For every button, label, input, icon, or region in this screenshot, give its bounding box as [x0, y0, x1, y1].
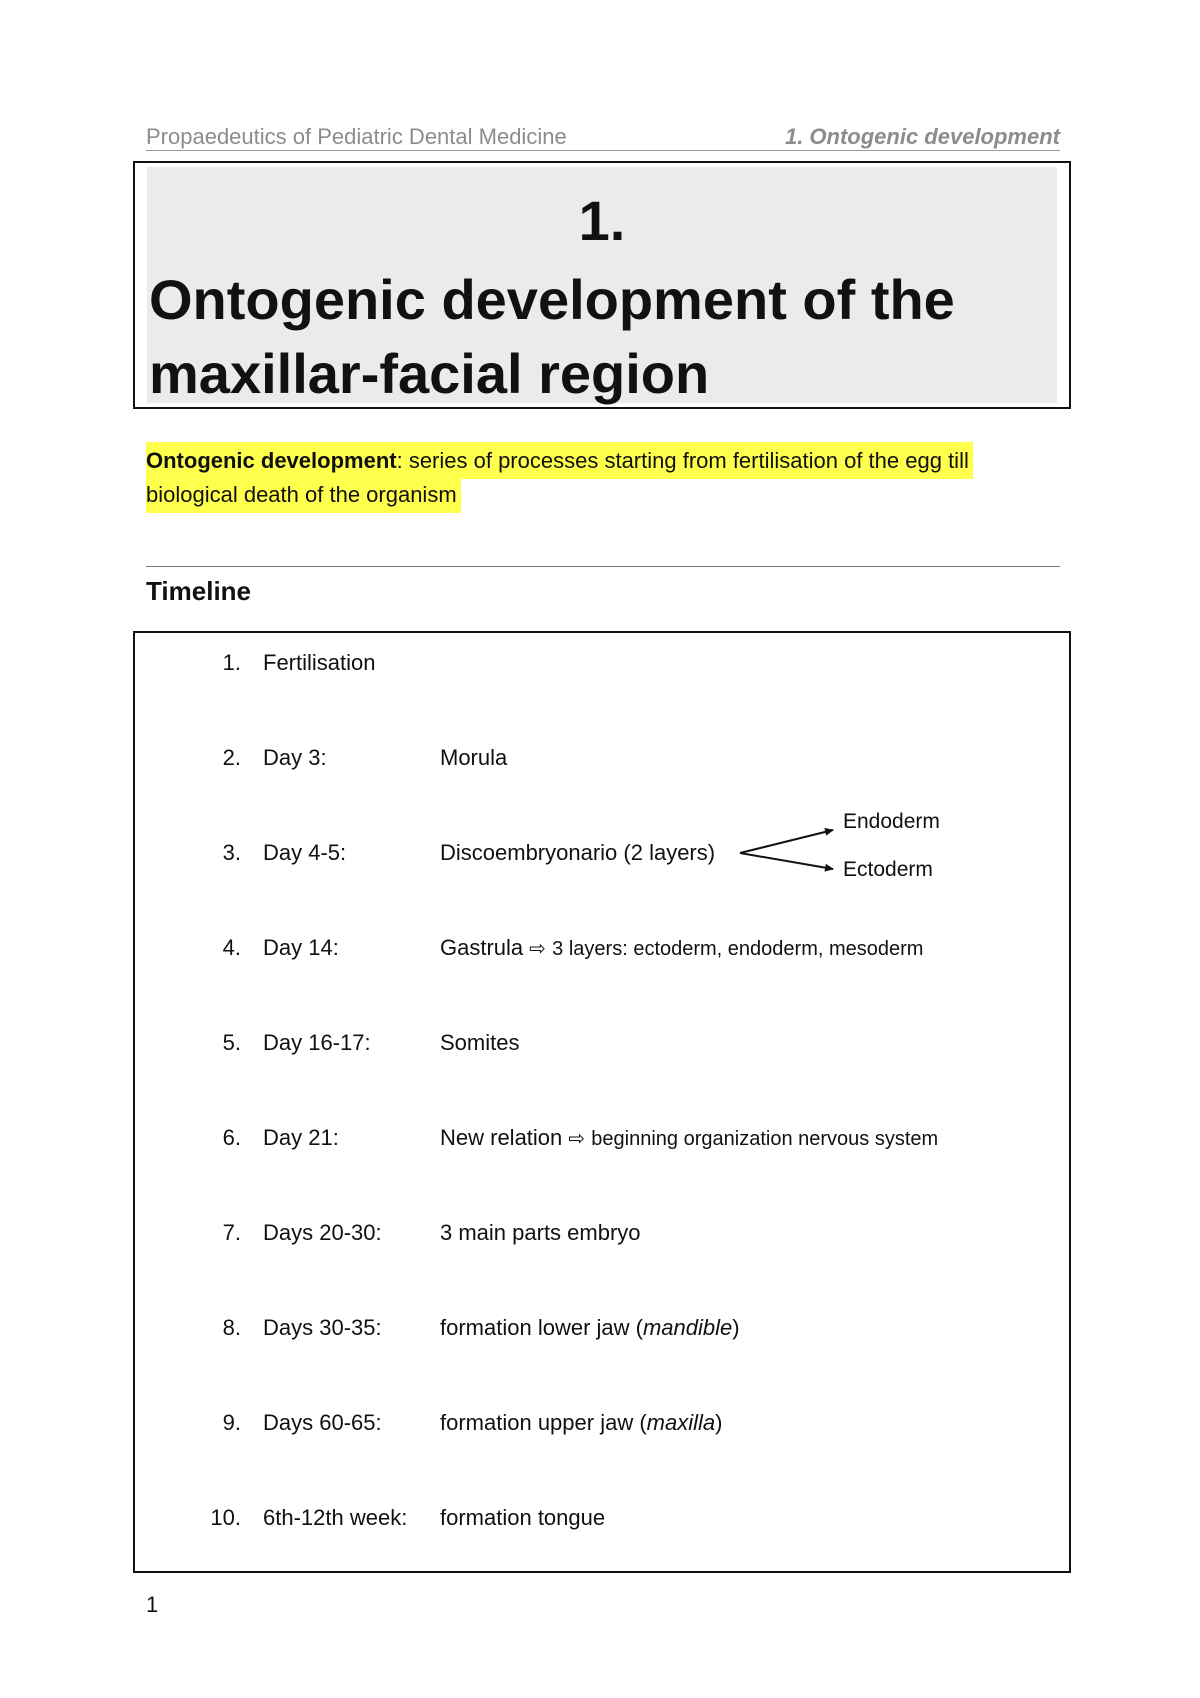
- running-header: [146, 124, 1060, 151]
- section-title: Timeline: [146, 576, 252, 606]
- timeline-row: [135, 1501, 1069, 1535]
- row-number: 2.: [222, 745, 241, 770]
- row-day: Fertilisation: [263, 650, 376, 675]
- row-number: 6.: [222, 1125, 241, 1150]
- row-number: 9.: [222, 1410, 241, 1435]
- arrow-right-icon: ⇨: [529, 938, 547, 960]
- row-day: Day 21:: [263, 1125, 339, 1150]
- title-box: [133, 161, 1071, 409]
- ectoderm-label: Ectoderm: [843, 858, 933, 881]
- row-description: 3 main parts embryo: [440, 1220, 641, 1245]
- row-term: Gastrula: [440, 935, 524, 960]
- row-description: Morula: [440, 745, 508, 770]
- row-detail: beginning organization nervous system: [591, 1128, 939, 1150]
- chapter-heading: Ontogenic development of the maxillar-facial region: [149, 268, 955, 405]
- page-number: 1: [146, 1592, 159, 1617]
- row-number: 1.: [222, 650, 241, 675]
- row-description: [440, 931, 923, 966]
- row-number: 7.: [222, 1220, 241, 1245]
- timeline-row: [135, 931, 1069, 965]
- definition-term: Ontogenic development: [146, 448, 397, 473]
- row-desc-after: ): [715, 1410, 723, 1435]
- branch-arrows: [135, 633, 1073, 933]
- timeline-box: [133, 631, 1071, 1573]
- timeline-row: [135, 1026, 1069, 1060]
- row-desc-before: formation upper jaw (: [440, 1410, 647, 1435]
- row-description: Somites: [440, 1030, 520, 1055]
- row-description: formation tongue: [440, 1505, 606, 1530]
- row-desc-italic: mandible: [642, 1315, 733, 1340]
- row-description: [440, 1121, 938, 1156]
- arrow-to-ectoderm-icon: [740, 853, 833, 869]
- definition-paragraph: [146, 444, 1046, 512]
- timeline-row: [135, 1406, 1069, 1440]
- row-number: 3.: [222, 840, 241, 865]
- chapter-title: 1. Ontogenic development: [784, 124, 1060, 149]
- arrow-to-endoderm-icon: [740, 830, 833, 853]
- row-day: 6th-12th week:: [263, 1505, 408, 1530]
- row-day: Day 4-5:: [263, 840, 347, 865]
- row-day: Day 16-17:: [263, 1030, 371, 1055]
- row-desc-italic: maxilla: [646, 1410, 716, 1435]
- row-description: [440, 1406, 722, 1440]
- row-desc-before: formation lower jaw (: [440, 1315, 643, 1340]
- endoderm-label: Endoderm: [843, 810, 940, 833]
- row-day: Day 3:: [263, 745, 327, 770]
- row-number: 10.: [210, 1505, 241, 1530]
- row-number: 8.: [222, 1315, 241, 1340]
- arrow-right-icon: ⇨: [568, 1128, 586, 1150]
- row-description: [440, 1311, 740, 1345]
- timeline-row: [135, 1311, 1069, 1345]
- course-title: Propaedeutics of Pediatric Dental Medicine: [146, 124, 567, 149]
- row-day: Days 60-65:: [263, 1410, 382, 1435]
- row-desc-after: ): [732, 1315, 740, 1340]
- definition-highlight: [146, 442, 973, 513]
- row-number: 5.: [222, 1030, 241, 1055]
- row-description: Discoembryonario (2 layers): [440, 840, 716, 865]
- timeline-row: [135, 1216, 1069, 1250]
- chapter-number: 1.: [578, 189, 626, 252]
- title-background: [147, 167, 1057, 403]
- row-day: Day 14:: [263, 935, 339, 960]
- timeline-row: [135, 1121, 1069, 1155]
- row-number: 4.: [222, 935, 241, 960]
- definition-text: : series of processes starting from fertilisation of the egg till biological death of the organism: [146, 448, 969, 507]
- row-day: Days 20-30:: [263, 1220, 382, 1245]
- row-term: New relation: [440, 1125, 563, 1150]
- section-divider: [146, 566, 1060, 567]
- row-detail: 3 layers: ectoderm, endoderm, mesoderm: [552, 938, 924, 960]
- row-day: Days 30-35:: [263, 1315, 382, 1340]
